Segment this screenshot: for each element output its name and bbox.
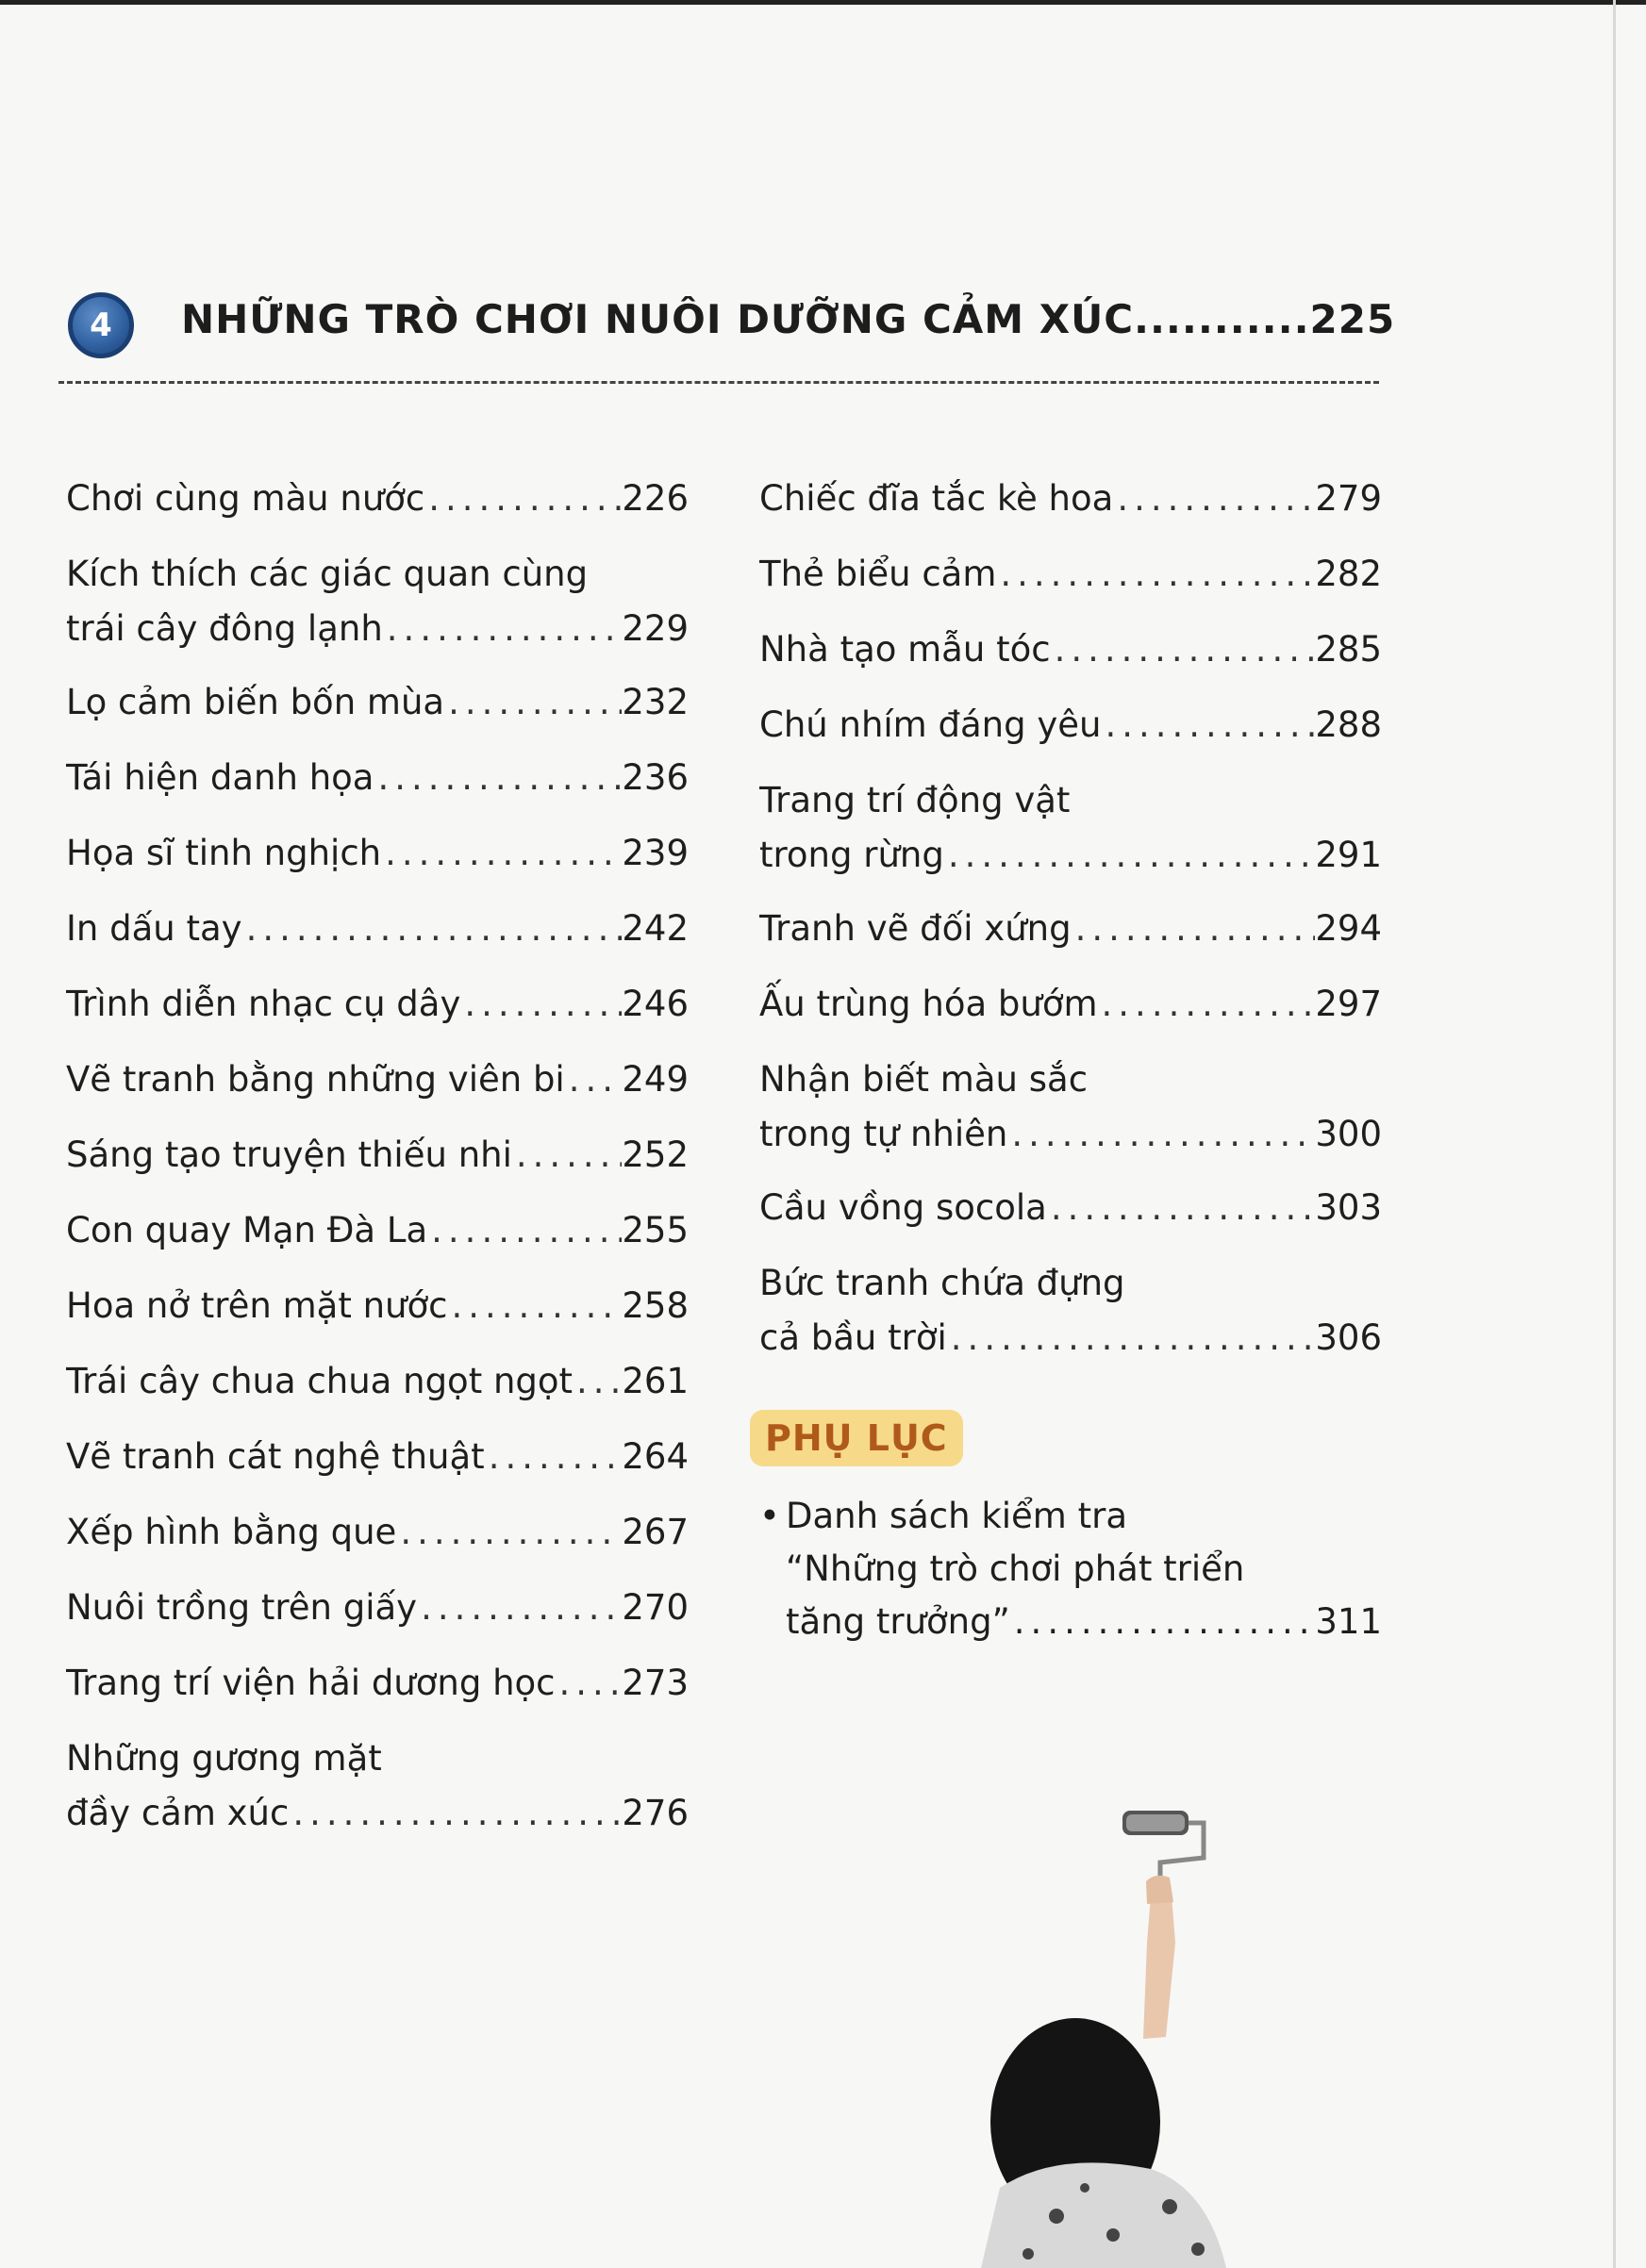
- toc-entry-title-line1: Bức tranh chứa đựng: [759, 1263, 1125, 1303]
- toc-entry-page: 285: [1315, 629, 1382, 670]
- toc-entry-title: Vẽ tranh cát nghệ thuật: [66, 1436, 485, 1477]
- toc-entry-page: 252: [622, 1134, 689, 1175]
- toc-entry-title: Con quay Mạn Đà La: [66, 1210, 428, 1250]
- toc-entry-title-line1: Kích thích các giác quan cùng: [66, 554, 589, 594]
- toc-entry-title: Chơi cùng màu nước: [66, 478, 425, 519]
- toc-entry-page: 258: [622, 1285, 689, 1326]
- toc-entry-title: Cầu vồng socola: [759, 1187, 1047, 1228]
- leader-dots: [1101, 698, 1315, 753]
- toc-entry[interactable]: [66, 1203, 689, 1279]
- toc-entry-title: Chú nhím đáng yêu: [759, 704, 1102, 745]
- toc-entry-page: 226: [622, 478, 689, 519]
- toc-entry[interactable]: [66, 977, 689, 1052]
- toc-entry-title: Xếp hình bằng que: [66, 1512, 397, 1552]
- toc-entry-title-line1: Những gương mặt: [66, 1738, 382, 1779]
- toc-entry-page: 294: [1315, 908, 1382, 949]
- toc-entry-title: Ấu trùng hóa bướm: [759, 984, 1098, 1024]
- toc-entry-page: 232: [622, 682, 689, 722]
- toc-entry-page: 255: [622, 1210, 689, 1250]
- chapter-title: NHỮNG TRÒ CHƠI NUÔI DƯỠNG CẢM XÚC: [181, 296, 1135, 342]
- toc-entry[interactable]: [66, 675, 689, 751]
- leader-dots: [289, 1786, 622, 1841]
- chapter-page: 225: [1309, 296, 1396, 342]
- toc-entry-page: 267: [622, 1512, 689, 1552]
- toc-entry-page: 282: [1315, 554, 1382, 594]
- leader-dots: [424, 472, 622, 526]
- toc-entry-title: Thẻ biểu cảm: [759, 554, 997, 594]
- toc-entry[interactable]: [759, 547, 1382, 622]
- toc-entry-page: 249: [622, 1059, 689, 1100]
- toc-entry-title: Tái hiện danh họa: [66, 757, 374, 798]
- leader-dots: [242, 902, 623, 956]
- toc-left-column: [66, 472, 689, 1860]
- leader-dots: [1072, 902, 1316, 956]
- chapter-title-line[interactable]: [181, 296, 1395, 342]
- header-divider: [58, 381, 1379, 384]
- toc-entry-page: 242: [622, 908, 689, 949]
- toc-entry[interactable]: [66, 1279, 689, 1354]
- child-painting-illustration: [972, 1792, 1273, 2268]
- appendix-label: PHỤ LỤC: [750, 1410, 963, 1466]
- leader-dots: [1047, 1181, 1316, 1235]
- toc-entry[interactable]: [759, 1052, 1382, 1181]
- chapter-number-badge: 4: [68, 292, 134, 358]
- leader-dots: [573, 1354, 622, 1409]
- leader-dots: [427, 1203, 622, 1258]
- toc-entry[interactable]: [66, 1505, 689, 1581]
- toc-entry-title: Nuôi trồng trên giấy: [66, 1587, 418, 1628]
- toc-entry-page: 236: [622, 757, 689, 798]
- toc-entry-title: đầy cảm xúc: [66, 1793, 290, 1833]
- toc-entry[interactable]: [759, 698, 1382, 773]
- appendix-line-1: Danh sách kiểm tra: [786, 1496, 1127, 1536]
- toc-entry-title: Sáng tạo truyện thiếu nhi: [66, 1134, 512, 1175]
- toc-entry-title: Chiếc đĩa tắc kè hoa: [759, 478, 1114, 519]
- leader-dots: [1007, 1107, 1315, 1162]
- toc-entry-title: In dấu tay: [66, 908, 242, 949]
- appendix-line-3: tăng trưởng”: [786, 1601, 1010, 1642]
- toc-entry[interactable]: [759, 1256, 1382, 1384]
- toc-entry-title-line1: Trang trí động vật: [759, 780, 1071, 820]
- toc-entry[interactable]: [66, 751, 689, 826]
- leader-dots: [417, 1581, 622, 1635]
- leader-dots: [444, 675, 622, 730]
- toc-entry[interactable]: [66, 826, 689, 902]
- toc-entry[interactable]: [759, 622, 1382, 698]
- toc-entry-page: 306: [1315, 1317, 1382, 1358]
- toc-entry-page: 261: [622, 1361, 689, 1401]
- toc-entry-page: 270: [622, 1587, 689, 1628]
- toc-entry-page: 239: [622, 833, 689, 873]
- toc-entry-page: 276: [622, 1793, 689, 1833]
- toc-entry-title: Hoa nở trên mặt nước: [66, 1285, 448, 1326]
- toc-entry[interactable]: [759, 1181, 1382, 1256]
- arm-icon: [1143, 1896, 1175, 2039]
- leader-dots: [448, 1279, 623, 1333]
- toc-entry[interactable]: [759, 773, 1382, 902]
- toc-entry[interactable]: [759, 977, 1382, 1052]
- leader-dots: [1113, 472, 1315, 526]
- top-edge-line: [0, 0, 1646, 5]
- toc-entry[interactable]: [66, 1128, 689, 1203]
- toc-entry-title-line1: Nhận biết màu sắc: [759, 1059, 1089, 1100]
- leader-dots: [1051, 622, 1316, 677]
- toc-entry[interactable]: [66, 1430, 689, 1505]
- toc-entry-page: 291: [1315, 835, 1382, 875]
- appendix-entry[interactable]: [759, 1490, 1382, 1648]
- leader-dots: [1010, 1596, 1316, 1648]
- toc-entry[interactable]: [66, 547, 689, 675]
- toc-entry[interactable]: [66, 1052, 689, 1128]
- leader-dots: [512, 1128, 623, 1183]
- toc-entry-title: Tranh vẽ đối xứng: [759, 908, 1072, 949]
- leader-dots: [396, 1505, 622, 1560]
- leader-dots: [374, 751, 622, 805]
- appendix-page: 311: [1315, 1601, 1382, 1642]
- toc-entry[interactable]: [759, 902, 1382, 977]
- toc-entry-title: Lọ cảm biến bốn mùa: [66, 682, 445, 722]
- shirt-icon: [981, 2162, 1226, 2268]
- leader-dots: [485, 1430, 623, 1484]
- leader-dots: [947, 1311, 1316, 1366]
- toc-entry-page: 273: [622, 1663, 689, 1703]
- toc-entry[interactable]: [66, 902, 689, 977]
- leader-dots: [944, 828, 1316, 883]
- leader-dots: [1098, 977, 1316, 1032]
- leader-dots: [460, 977, 622, 1032]
- toc-entry-page: 229: [622, 608, 689, 649]
- toc-entry-title: trái cây đông lạnh: [66, 608, 383, 649]
- toc-entry-title: Trái cây chua chua ngọt ngọt: [66, 1361, 574, 1401]
- appendix-line-2: “Những trò chơi phát triển: [786, 1548, 1245, 1589]
- toc-entry-title: Họa sĩ tinh nghịch: [66, 833, 382, 873]
- toc-entry-page: 300: [1315, 1114, 1382, 1154]
- toc-entry[interactable]: [66, 1581, 689, 1656]
- toc-entry-page: 297: [1315, 984, 1382, 1024]
- toc-entry-title: Trang trí viện hải dương học: [66, 1663, 556, 1703]
- leader-dots: [556, 1656, 623, 1711]
- toc-entry[interactable]: [66, 472, 689, 547]
- toc-entry[interactable]: [66, 1656, 689, 1731]
- toc-entry-title: trong tự nhiên: [759, 1114, 1008, 1154]
- toc-entry-title: Nhà tạo mẫu tóc: [759, 629, 1051, 670]
- leader-dots: [381, 826, 622, 881]
- toc-entry[interactable]: [759, 472, 1382, 547]
- leader-dots: [383, 602, 623, 656]
- page-right-edge: [1613, 0, 1616, 2268]
- toc-entry[interactable]: [66, 1354, 689, 1430]
- leader-dots: [996, 547, 1315, 602]
- toc-entry-page: 279: [1315, 478, 1382, 519]
- toc-entry-page: 303: [1315, 1187, 1382, 1228]
- toc-entry-page: 264: [622, 1436, 689, 1477]
- leader-dots: [565, 1052, 623, 1107]
- toc-entry-page: 288: [1315, 704, 1382, 745]
- toc-entry-title: Trình diễn nhạc cụ dây: [66, 984, 461, 1024]
- chapter-dots: ...........: [1134, 296, 1310, 342]
- bullet-icon: •: [759, 1496, 780, 1536]
- toc-right-column: [759, 472, 1382, 1384]
- chapter-header: [68, 283, 1396, 368]
- toc-entry-page: 246: [622, 984, 689, 1024]
- toc-entry-title: trong rừng: [759, 835, 944, 875]
- toc-entry-title: cả bầu trời: [759, 1317, 947, 1358]
- toc-entry-title: Vẽ tranh bằng những viên bi: [66, 1059, 565, 1100]
- toc-entry[interactable]: [66, 1731, 689, 1860]
